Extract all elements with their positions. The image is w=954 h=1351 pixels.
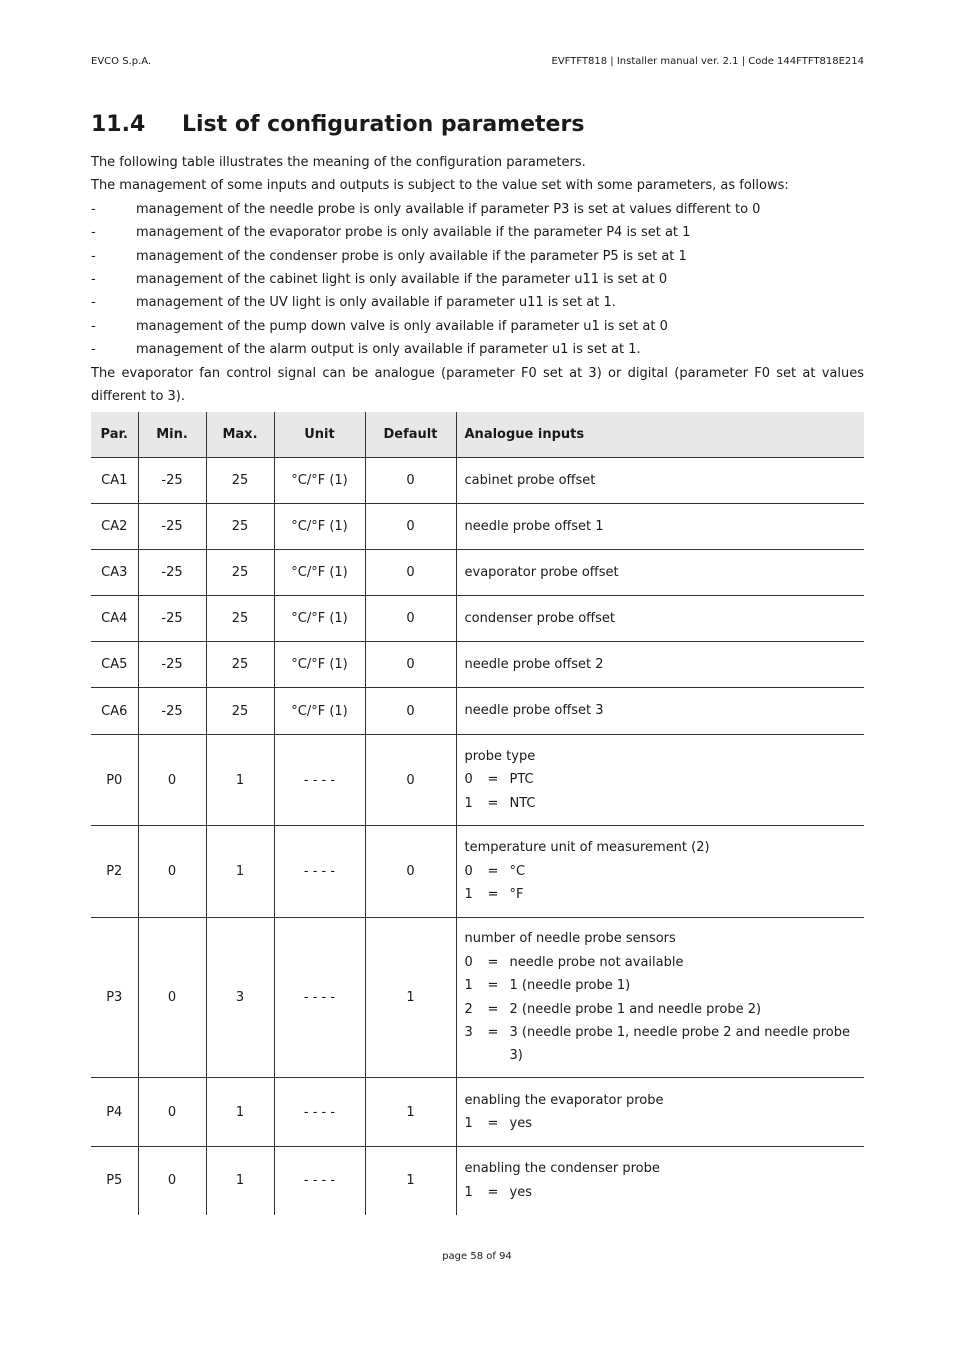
- cell-par: CA1: [91, 458, 138, 504]
- cell-max: 3: [206, 918, 274, 1078]
- cell-par: P4: [91, 1078, 138, 1147]
- intro-text: [91, 151, 864, 408]
- cell-par: CA2: [91, 504, 138, 550]
- intro-paragraph: The management of some inputs and outputs is subject to the value set with some parameters, as follows:: [91, 178, 789, 194]
- option-equals: =: [487, 1184, 499, 1200]
- option-line: [465, 792, 865, 815]
- cell-par: P3: [91, 918, 138, 1078]
- option-equals: =: [487, 978, 499, 994]
- description-text: evaporator probe offset: [464, 564, 619, 580]
- header-default: Default: [365, 412, 456, 458]
- description-text: needle probe offset 3: [464, 703, 604, 719]
- cell-unit: - - - -: [274, 1147, 365, 1215]
- option-text: 3 (needle probe 1, needle probe 2 and needle probe 3): [509, 1024, 851, 1064]
- option-value: 0: [464, 954, 473, 970]
- table-row: [91, 458, 864, 504]
- description-text: enabling the evaporator probe: [464, 1092, 664, 1108]
- cell-max: 1: [206, 1147, 274, 1215]
- description-text: needle probe offset 2: [464, 656, 604, 672]
- bullet-marker: -: [91, 295, 96, 311]
- option-equals: =: [487, 795, 499, 811]
- cell-min: -25: [138, 550, 206, 596]
- header-unit: Unit: [274, 412, 365, 458]
- cell-unit: - - - -: [274, 826, 365, 918]
- cell-default: 0: [365, 550, 456, 596]
- header-par: Par.: [91, 412, 138, 458]
- table-row: [91, 596, 864, 642]
- cell-description: [456, 1147, 864, 1215]
- list-item: [91, 268, 864, 291]
- cell-unit: - - - -: [274, 918, 365, 1078]
- header-max: Max.: [206, 412, 274, 458]
- parameters-table: [91, 412, 864, 1215]
- option-text: PTC: [509, 772, 534, 788]
- bullet-marker: -: [91, 318, 96, 334]
- description-text: number of needle probe sensors: [464, 931, 676, 947]
- option-equals: =: [487, 954, 499, 970]
- bullet-text: management of the alarm output is only available if parameter u1 is set at 1.: [136, 342, 641, 358]
- cell-description: [456, 458, 864, 504]
- cell-par: CA3: [91, 550, 138, 596]
- option-line: [465, 1021, 865, 1068]
- bullet-marker: -: [91, 225, 96, 241]
- cell-unit: - - - -: [274, 1078, 365, 1147]
- header-min: Min.: [138, 412, 206, 458]
- option-text: yes: [509, 1116, 532, 1131]
- option-value: 0: [464, 772, 473, 788]
- header-company: EVCO S.p.A.: [91, 56, 152, 67]
- table-row: [91, 688, 864, 735]
- description-text: enabling the condenser probe: [464, 1161, 660, 1177]
- description-text: temperature unit of measurement (2): [464, 840, 710, 856]
- cell-description: [456, 735, 864, 826]
- option-value: 0: [464, 863, 473, 879]
- option-line: [465, 1112, 865, 1135]
- cell-default: 0: [365, 688, 456, 735]
- table-row: [91, 550, 864, 596]
- description-text: needle probe offset 1: [464, 518, 604, 534]
- table-row: [91, 1147, 864, 1215]
- cell-min: 0: [138, 1147, 206, 1215]
- cell-unit: °C/°F (1): [274, 458, 365, 504]
- cell-unit: °C/°F (1): [274, 504, 365, 550]
- cell-default: 1: [365, 1147, 456, 1215]
- cell-unit: °C/°F (1): [274, 642, 365, 688]
- cell-par: CA5: [91, 642, 138, 688]
- description-text: probe type: [464, 748, 536, 764]
- option-value: 1: [464, 1116, 473, 1131]
- cell-min: -25: [138, 504, 206, 550]
- option-equals: =: [487, 772, 499, 788]
- option-text: °C: [509, 863, 526, 879]
- option-value: 1: [464, 887, 473, 903]
- bullet-text: management of the pump down valve is only available if parameter u1 is set at 0: [136, 318, 668, 334]
- option-value: 3: [464, 1024, 473, 1040]
- bullet-text: management of the evaporator probe is only available if the parameter P4 is set at 1: [136, 225, 691, 241]
- list-item: [91, 291, 864, 314]
- cell-description: [456, 504, 864, 550]
- bullet-marker: -: [91, 201, 96, 217]
- option-text: needle probe not available: [509, 954, 684, 970]
- option-text: 1 (needle probe 1): [509, 978, 631, 994]
- list-item: [91, 315, 864, 338]
- bullet-text: management of the cabinet light is only available if the parameter u11 is set at 0: [136, 272, 668, 288]
- option-value: 1: [464, 1184, 473, 1200]
- cell-default: 0: [365, 826, 456, 918]
- option-line: [465, 860, 865, 883]
- option-line: [465, 768, 865, 791]
- cell-default: 1: [365, 1078, 456, 1147]
- cell-unit: - - - -: [274, 735, 365, 826]
- cell-par: CA6: [91, 688, 138, 735]
- cell-par: P5: [106, 1173, 123, 1189]
- cell-description: [456, 550, 864, 596]
- list-item: [91, 198, 864, 221]
- cell-min: 0: [138, 1078, 206, 1147]
- cell-unit: °C/°F (1): [274, 596, 365, 642]
- cell-min: 0: [138, 735, 206, 826]
- cell-par: P2: [91, 826, 138, 918]
- option-equals: =: [487, 1116, 499, 1131]
- option-equals: =: [487, 1024, 499, 1040]
- cell-min: 0: [138, 918, 206, 1078]
- cell-max: 25: [206, 550, 274, 596]
- conditions-list: [91, 198, 864, 362]
- description-text: cabinet probe offset: [464, 472, 596, 488]
- bullet-marker: -: [91, 248, 96, 264]
- page-number: page 58 of 94: [442, 1251, 512, 1262]
- section-title: [91, 112, 584, 137]
- option-line: [465, 974, 865, 997]
- cell-min: -25: [138, 596, 206, 642]
- table-row: [91, 826, 864, 918]
- cell-default: 1: [365, 918, 456, 1078]
- list-item: [91, 245, 864, 268]
- bullet-marker: -: [91, 342, 96, 358]
- cell-default: 0: [365, 642, 456, 688]
- bullet-text: management of the condenser probe is only available if the parameter P5 is set at 1: [136, 248, 687, 264]
- cell-max: 25: [206, 596, 274, 642]
- cell-max: 25: [206, 642, 274, 688]
- option-equals: =: [487, 887, 499, 903]
- option-text: 2 (needle probe 1 and needle probe 2): [509, 1001, 762, 1017]
- section-number: 11.4: [91, 112, 146, 137]
- intro-paragraph: The following table illustrates the meaning of the configuration parameters.: [91, 155, 586, 170]
- cell-min: 0: [138, 826, 206, 918]
- bullet-marker: -: [91, 272, 96, 288]
- cell-unit: °C/°F (1): [274, 550, 365, 596]
- option-value: 1: [464, 795, 473, 811]
- table-row: [91, 1078, 864, 1147]
- fan-note-line-2: different to 3).: [91, 389, 186, 405]
- cell-unit: °C/°F (1): [274, 688, 365, 735]
- cell-max: 25: [206, 458, 274, 504]
- cell-max: 1: [206, 826, 274, 918]
- bullet-text: management of the needle probe is only available if parameter P3 is set at values different to 0: [136, 201, 761, 217]
- option-value: 1: [464, 978, 473, 994]
- option-text: yes: [509, 1184, 532, 1200]
- cell-min: -25: [138, 458, 206, 504]
- option-line: [465, 883, 865, 906]
- bullet-text: management of the UV light is only available if parameter u11 is set at 1.: [136, 295, 616, 311]
- table-row: [91, 642, 864, 688]
- cell-max: 1: [206, 1078, 274, 1147]
- table-row: [91, 918, 864, 1078]
- option-line: [465, 1181, 865, 1204]
- fan-note-line-1: The evaporator fan control signal can be analogue (parameter F0 set at 3) or digital (parameter F0 set at values: [91, 365, 864, 381]
- table-row: [91, 504, 864, 550]
- cell-description: [456, 826, 864, 918]
- cell-description: [456, 642, 864, 688]
- option-equals: =: [487, 1001, 499, 1017]
- list-item: [91, 221, 864, 244]
- description-text: condenser probe offset: [464, 610, 616, 626]
- table-header-row: [91, 412, 864, 458]
- option-text: NTC: [509, 795, 536, 811]
- cell-description: [456, 688, 864, 735]
- cell-max: 25: [206, 688, 274, 735]
- cell-default: 0: [365, 458, 456, 504]
- cell-default: 0: [365, 596, 456, 642]
- cell-par: P0: [91, 735, 138, 826]
- option-text: °F: [509, 887, 524, 903]
- cell-par: CA4: [91, 596, 138, 642]
- cell-max: 1: [206, 735, 274, 826]
- option-line: [465, 998, 865, 1021]
- header-description: Analogue inputs: [456, 412, 864, 458]
- table-row: [91, 735, 864, 826]
- cell-max: 25: [206, 504, 274, 550]
- cell-default: 0: [365, 504, 456, 550]
- cell-description: [456, 1078, 864, 1147]
- header-doc-info: EVFTFT818 | Installer manual ver. 2.1 | Code 144FTFT818E214: [551, 56, 864, 67]
- option-line: [465, 951, 865, 974]
- cell-min: -25: [138, 688, 206, 735]
- list-item: [91, 338, 864, 361]
- cell-default: 0: [365, 735, 456, 826]
- option-value: 2: [464, 1001, 473, 1017]
- section-title-text: List of configuration parameters: [182, 112, 585, 137]
- cell-description: [456, 918, 864, 1078]
- cell-min: -25: [138, 642, 206, 688]
- cell-description: [456, 596, 864, 642]
- option-equals: =: [487, 863, 499, 879]
